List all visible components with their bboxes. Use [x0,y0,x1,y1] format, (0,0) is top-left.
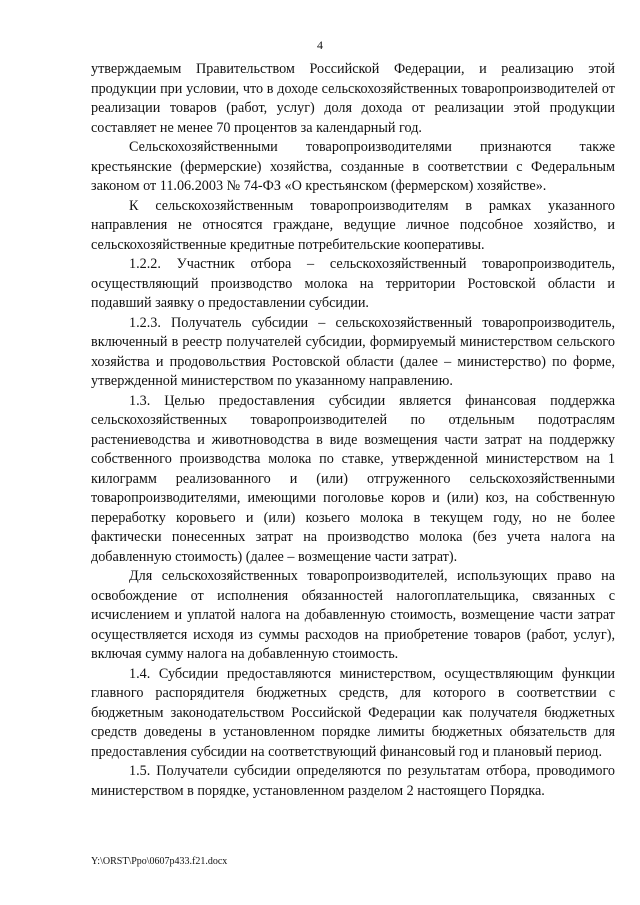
footer-file-path: Y:\ORST\Ppo\0607p433.f21.docx [91,856,228,867]
paragraph-1-5: 1.5. Получатели субсидии определяются по результатам отбора, проводимого министерством в порядке, установленном разделом 2 настоящего Порядка. [91,763,615,799]
paragraph-1-2-2: 1.2.2. Участник отбора – сельскохозяйственный товаропроизводитель, осуществляющий производство молока на территории Ростовской области и подавший заявку о предоставлении субсидии. [91,256,615,311]
page-number: 4 [317,38,323,52]
paragraph-1-4: 1.4. Субсидии предоставляются министерством, осуществляющим функции главного распорядителя бюджетных средств, для которого в соответствии с бюджетным законодательством Российской Федерации как получателя бюджетных средств доведены в установленном порядке лимиты бюджетных обязательств для предоставления субсидии на соответствующий финансовый год и плановый период. [91,665,615,760]
paragraph-1-3: 1.3. Целью предоставления субсидии является финансовая поддержка сельскохозяйственных товаропроизводителей по отдельным подотраслям растениеводства и животноводства в виде возмещения части затрат на поддержку собственного производства молока по ставке, утвержденной министерством на 1 килограмм реализованного и (или) отгруженного сельскохозяйственными товаропроизводителями, имеющими поголовье коров и (или) коз, на собственную переработку коровьего и (или) козьего молока в текущем году, но не более фактически понесенных затрат на производство молока (без учета налога на добавленную стоимость) (далее – возмещение части затрат). [91,392,615,565]
paragraph-continuation: утверждаемым Правительством Российской Федерации, и реализацию этой продукции при условии, что в доходе сельскохозяйственных товаропроизводителей от реализации товаров (работ, услуг) доля дохода от реализации этой продукции составляет не менее 70 процентов за календарный год. [91,61,615,136]
paragraph-exclusions: К сельскохозяйственным товаропроизводителям в рамках указанного направления не относятся граждане, ведущие личное подсобное хозяйство, и сельскохозяйственные кредитные потребительские кооперативы. [91,197,615,253]
document-body [91,60,615,801]
paragraph-farm-definition: Сельскохозяйственными товаропроизводителями признаются также крестьянские (фермерские) хозяйства, созданные в соответствии с Федеральным законом от 11.06.2003 № 74-ФЗ «О крестьянском (фермерском) хозяйстве». [91,139,615,194]
paragraph-1-2-3: 1.2.3. Получатель субсидии – сельскохозяйственный товаропроизводитель, включенный в реестр получателей субсидии, формируемый министерством сельского хозяйства и продовольствия Ростовской области (далее – министерство) по форме, утвержденной министерством по указанному направлению. [91,314,615,389]
paragraph-vat-exemption: Для сельскохозяйственных товаропроизводителей, использующих право на освобождение от исполнения обязанностей налогоплательщика, связанных с исчислением и уплатой налога на добавленную стоимость, возмещение части затрат осуществляется исходя из суммы расходов на приобретение товаров (работ, услуг), включая сумму налога на добавленную стоимость. [91,568,615,662]
